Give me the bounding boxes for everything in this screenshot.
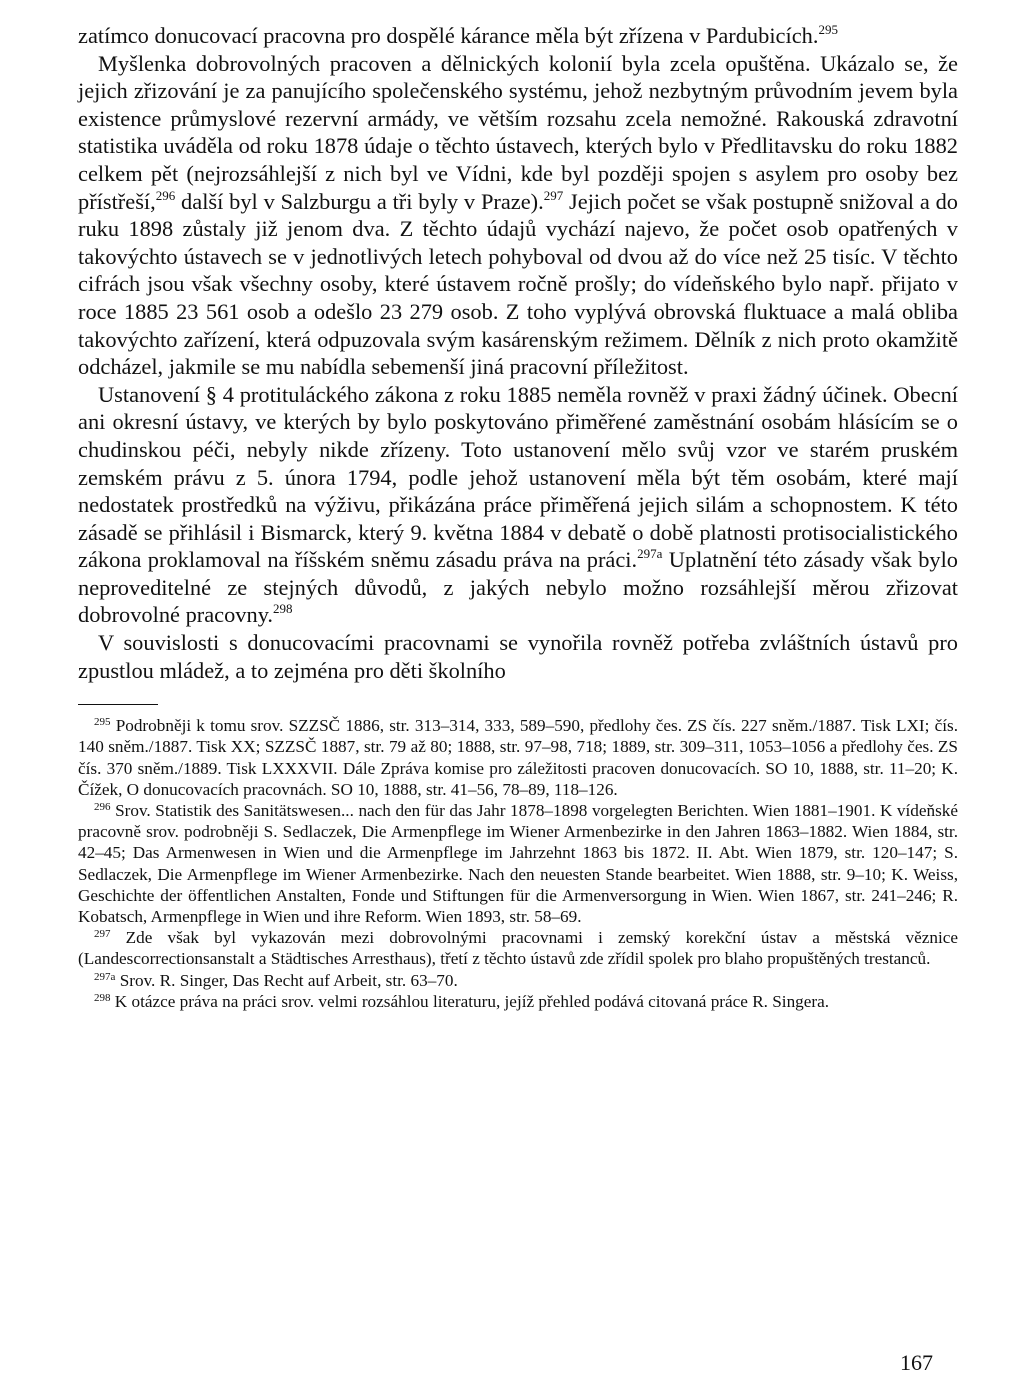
paragraph-text: Ustanovení § 4 protituláckého zákona z roku 1885 neměla rovněž v praxi žádný účinek. Obecní ani okresní ústavy, ve kterých by bylo poskytováno přiměřené zaměstnání osobám hlásícím se o chudinskou péči, nebyly nikde zřízeny. Toto ustanovení mělo svůj vzor ve starém pruském zemském právu z 5. února 1794, podle jehož ustanovení měla být těm osobám, které mají nedostatek prostředků na výživu, přikázána práce přiměřená jejich silám a schopnostem. K této zásadě se přihlásil i Bismarck, který 9. května 1884 v debatě o době platnosti protisocialistického zákona proklamoval na říšském sněmu zásadu práva na práci.: [78, 381, 958, 573]
book-page: [78, 22, 958, 1012]
paragraph-text: V souvislosti s donucovacími pracovnami se vynořila rovněž potřeba zvláštních ústavů pro zpustlou mládež, a to zejména pro děti školního: [78, 630, 958, 683]
paragraph-text: zatímco donucovací pracovna pro dospělé kárance měla být zřízena v Pardubicích.: [78, 23, 819, 48]
footnote-text: Srov. R. Singer, Das Recht auf Arbeit, str. 63–70.: [119, 970, 458, 990]
footnote-number: 297a: [94, 970, 116, 983]
footnote: [78, 715, 958, 800]
main-text: [78, 22, 958, 684]
paragraph-1: [78, 22, 958, 50]
paragraph-3: [78, 381, 958, 629]
footnote-text: Srov. Statistik des Sanitätswesen... nach den für das Jahr 1878–1898 vorgelegten Berichten. Wien 1881–1901. K vídeňské pracovně srov. podrobněji S. Sedlaczek, Die Armenpflege im Wiener Armenbezirke in den Jahren 1863–1882. Wien 1884, str. 42–45; Das Armenwesen in Wien und die Armenpflege im Jahrzehnt 1863 bis 1872. II. Abt. Wien 1879, str. 120–147; S. Sedlaczek, Die Armenpflege im Wiener Armenbezirke. Nach den neuesten Stande bearbeitet. Wien 1888, str. 9–10; K. Weiss, Geschichte der öffentlichen Anstalten, Fonde und Stiftungen für die Armenversorgung in Wien. Wien 1867, str. 241–246; R. Kobatsch, Armenpflege in Wien und ihre Reform. Wien 1893, str. 58–69.: [78, 801, 958, 927]
footnote-number: 295: [94, 716, 111, 729]
footnote-text: Podrobněji k tomu srov. SZZSČ 1886, str. 313–314, 333, 589–590, předlohy čes. ZS čís. 227 sněm./1887. Tisk LXI; čís. 140 sněm./1887. Tisk XX; SZZSČ 1887, str. 79 až 80; 1888, str. 97–98, 718; 1889, str. 309–311, 1053–1056 a předlohy čes. ZS čís. 370 sněm./1889. Tisk LXXXVII. Dále Zpráva komise pro záležitosti pracoven donucovacích. SO 10, 1888, str. 11–20; K. Čížek, O donucovacích pracovnách. SO 10, 1888, str. 41–56, 78–89, 118–126.: [78, 716, 958, 799]
footnote-ref: 298: [273, 601, 293, 617]
footnote-ref: 297: [543, 187, 564, 203]
paragraph-2: [78, 50, 958, 381]
footnote-ref: 295: [818, 22, 838, 37]
page-number: 167: [900, 1350, 933, 1375]
paragraph-text: Myšlenka dobrovolných pracoven a dělnických kolonií byla zcela opuštěna. Ukázalo se, že jejich zřizování je za panujícího společenského systému, jehož nezbytným průvodním jevem byla existence průmyslové rezervní armády, ve větším rozsahu zcela nemožné. Rakouská zdravotní statistika uváděla od roku 1878 údaje o těchto ústavech, kterých bylo v Předlitavsku do roku 1882 celkem pět (nejrozsáhlejší z nich byl ve Vídni, kde byl později spojen s asylem pro osoby bez přístřeší,: [78, 50, 958, 214]
paragraph-text: další byl v Salzburgu a tři byly v Praze).: [175, 188, 544, 214]
footnote-text: K otázce práva na práci srov. velmi rozsáhlou literaturu, jejíž přehled podává citovaná práce R. Singera.: [114, 991, 830, 1011]
footnote-number: 296: [94, 801, 111, 814]
footnote: [78, 927, 958, 969]
footnotes: [78, 715, 958, 1012]
footnote-number: 298: [94, 991, 111, 1004]
paragraph-text: Uplatnění této zásady však bylo neproveditelné ze stejných důvodů, z jakých nebylo možno rozsáhlejší měrou zřizovat dobrovolné pracovny.: [78, 547, 959, 628]
footnote: [78, 970, 958, 991]
paragraph-text: Jejich počet se však postupně snižoval a do ruku 1898 zůstaly již jenom dva. Z těchto údajů vychází najevo, že počet osob opatřených v takovýchto ústavech se v jednotlivých letech pohyboval od dvou až do více než 25 tisíc. V těchto cifrách jsou však všechny osoby, které ústavem ročně prošly; do vídeňského bylo např. přijato v roce 1885 23 561 osob a odešlo 23 279 osob. Z toho vyplývá obrovská fluktuace a malá obliba takovýchto zařízení, která odpuzovala svým kasárenským režimem. Dělník z nich proto okamžitě odcházel, jakmile se mu nabídla sebemenší jiná pracovní příležitost.: [78, 188, 958, 380]
footnote-ref: 296: [155, 187, 176, 203]
footnote: [78, 800, 958, 927]
footnote-divider: [78, 704, 158, 705]
paragraph-4: [78, 629, 958, 684]
footnote: [78, 991, 958, 1012]
footnote-ref: 297a: [637, 546, 663, 562]
footnote-number: 297: [94, 928, 111, 941]
footnote-text: Zde však byl vykazován mezi dobrovolnými pracovnami i zemský korekční ústav a městská věznice (Landescorrectionsanstalt a Städtisches Arresthaus), třetí z těchto ústavů zde zřídil spolek pro blaho propuštěných trestanců.: [78, 928, 959, 969]
